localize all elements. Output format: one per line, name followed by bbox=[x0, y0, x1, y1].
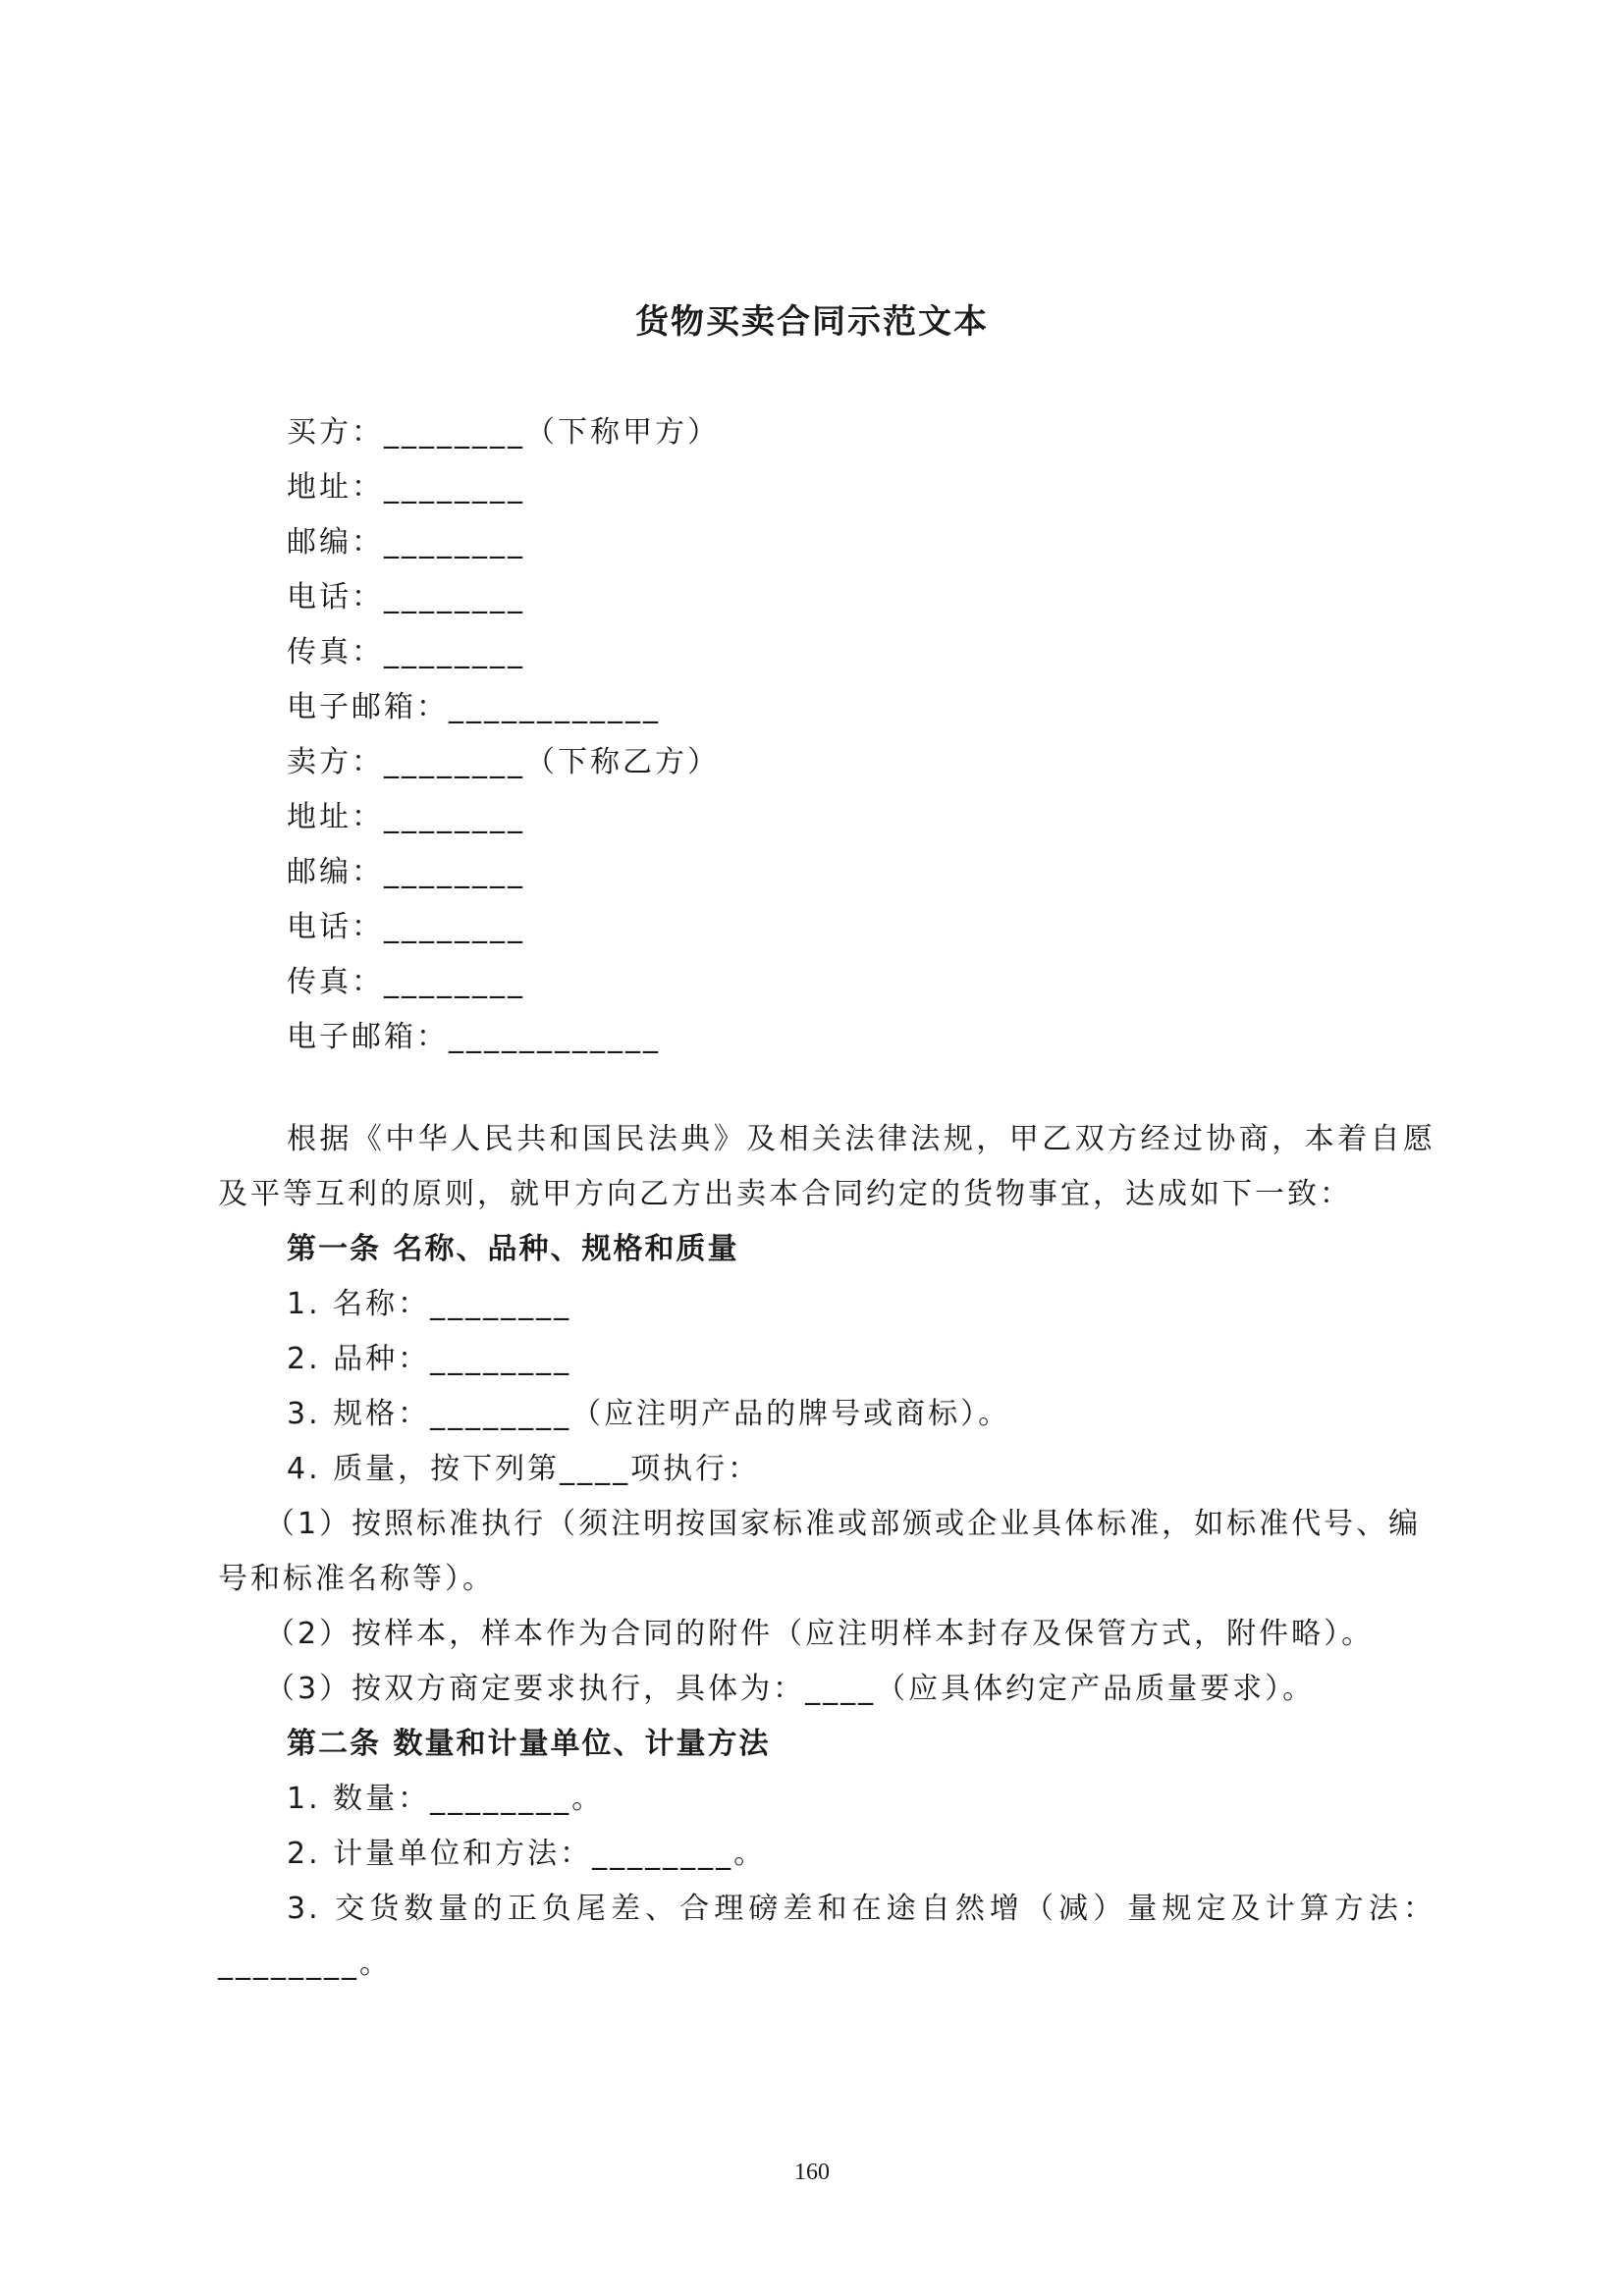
buyer-email-line: 电子邮箱：____________ bbox=[287, 690, 661, 724]
article-1-item-3: 3. 规格：________（应注明产品的牌号或商标）。 bbox=[287, 1397, 1011, 1431]
article-1-heading: 第一条 名称、品种、规格和质量 bbox=[287, 1232, 739, 1266]
buyer-phone-line: 电话：________ bbox=[287, 580, 525, 614]
buyer-address-line: 地址：________ bbox=[287, 470, 525, 505]
seller-email-line: 电子邮箱：____________ bbox=[287, 1020, 661, 1054]
buyer-name-line: 买方：________（下称甲方） bbox=[287, 415, 720, 450]
quality-option-1: （1）按照标准执行（须注明按国家标准或部颁或企业具体标准，如标准代号、编号和标准名称等）。 bbox=[218, 1507, 1422, 1596]
buyer-fax-line: 传真：________ bbox=[287, 635, 525, 669]
article-2-heading: 第二条 数量和计量单位、计量方法 bbox=[287, 1727, 771, 1761]
article-2-item-3: 3. 交货数量的正负尾差、合理磅差和在途自然增（减）量规定及计算方法：________。 bbox=[218, 1892, 1435, 1981]
page-number: 160 bbox=[794, 2160, 830, 2185]
seller-postcode-line: 邮编：________ bbox=[287, 855, 525, 889]
article-1-item-4: 4. 质量，按下列第____项执行： bbox=[287, 1452, 761, 1486]
seller-fax-line: 传真：________ bbox=[287, 965, 525, 999]
party-info-block bbox=[287, 405, 1465, 1065]
contract-body bbox=[218, 1112, 1435, 1992]
preamble-paragraph: 根据《中华人民共和国民法典》及相关法律法规，甲乙双方经过协商，本着自愿及平等互利的原则，就甲方向乙方出卖本合同约定的货物事宜，达成如下一致： bbox=[218, 1122, 1435, 1211]
document-title: 货物买卖合同示范文本 bbox=[635, 302, 989, 342]
seller-address-line: 地址：________ bbox=[287, 800, 525, 834]
quality-option-2: （2）按样本，样本作为合同的附件（应注明样本封存及保管方式，附件略）。 bbox=[265, 1617, 1375, 1651]
article-1-item-1: 1. 名称：________ bbox=[287, 1287, 572, 1321]
seller-phone-line: 电话：________ bbox=[287, 910, 525, 944]
article-1-item-2: 2. 品种：________ bbox=[287, 1342, 572, 1376]
article-2-item-1: 1. 数量：________。 bbox=[287, 1782, 605, 1816]
buyer-postcode-line: 邮编：________ bbox=[287, 525, 525, 560]
quality-option-3: （3）按双方商定要求执行，具体为：____（应具体约定产品质量要求）。 bbox=[265, 1672, 1316, 1706]
article-2-item-2: 2. 计量单位和方法：________。 bbox=[287, 1837, 767, 1871]
seller-name-line: 卖方：________（下称乙方） bbox=[287, 745, 720, 779]
